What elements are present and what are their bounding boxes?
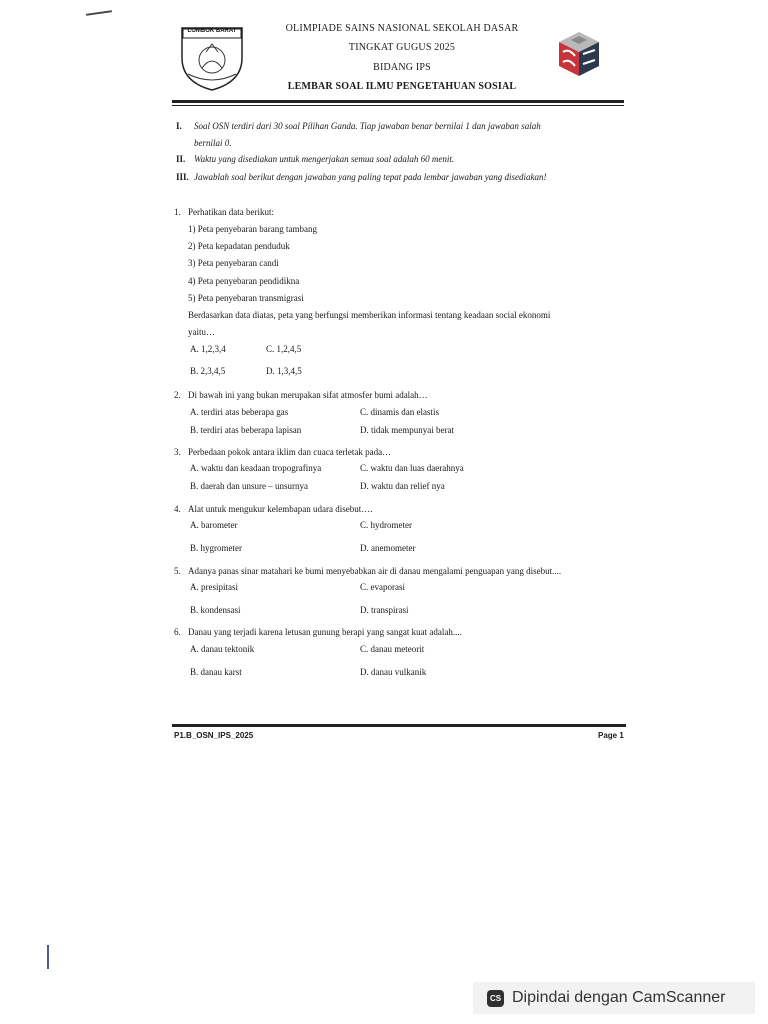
option-d[interactable]: D. anemometer xyxy=(360,543,416,553)
instruction-1: I. Soal OSN terdiri dari 30 soal Pilihan Ganda. Tiap jawaban benar bernilai 1 dan jawaban salah xyxy=(176,121,541,131)
header-divider xyxy=(172,100,624,103)
option-d[interactable]: D. danau vulkanik xyxy=(360,667,427,677)
option-c[interactable]: C. 1,2,4,5 xyxy=(266,344,302,354)
question-2: 2. Di bawah ini yang bukan merupakan sifat atmosfer bumi adalah… xyxy=(174,390,428,400)
question-4: 4. Alat untuk mengukur kelembapan udara disebut…. xyxy=(174,504,373,514)
option-a[interactable]: A. barometer xyxy=(190,520,238,530)
logo-text: LOMBOK BARAT xyxy=(187,28,237,34)
camscanner-text: Dipindai dengan CamScanner xyxy=(512,989,726,1006)
option-a[interactable]: A. danau tektonik xyxy=(190,644,255,654)
footer-divider xyxy=(172,724,626,727)
option-b[interactable]: B. 2,3,4,5 xyxy=(190,366,226,376)
instruction-2: II. Waktu yang disediakan untuk mengerjakan semua soal adalah 60 menit. xyxy=(176,154,455,164)
question-1: 1. Perhatikan data berikut: xyxy=(174,207,274,217)
option-c[interactable]: C. waktu dan luas daerahnya xyxy=(360,463,464,473)
option-c[interactable]: C. hydrometer xyxy=(360,520,412,530)
option-d[interactable]: D. waktu dan relief nya xyxy=(360,481,445,491)
option-d[interactable]: D. transpirasi xyxy=(360,605,409,615)
option-d[interactable]: D. tidak mempunyai berat xyxy=(360,425,454,435)
list-item: 1) Peta penyebaran barang tambang xyxy=(188,224,317,234)
option-c[interactable]: C. evaporasi xyxy=(360,582,405,592)
option-c[interactable]: C. danau meteorit xyxy=(360,644,425,654)
question-6: 6. Danau yang terjadi karena letusan gunung berapi yang sangat kuat adalah.... xyxy=(174,627,462,637)
footer-doc-code: P1.B_OSN_IPS_2025 xyxy=(174,731,254,740)
option-b[interactable]: B. danau karst xyxy=(190,667,242,677)
option-b[interactable]: B. kondensasi xyxy=(190,605,241,615)
scan-edge xyxy=(47,945,49,969)
camscanner-watermark xyxy=(473,982,755,1014)
option-a[interactable]: A. terdiri atas beberapa gas xyxy=(190,407,289,417)
header-sheet: LEMBAR SOAL ILMU PENGETAHUAN SOSIAL xyxy=(287,81,517,92)
header-divider-thin xyxy=(172,105,624,106)
option-c[interactable]: C. dinamis dan elastis xyxy=(360,407,439,417)
option-b[interactable]: B. terdiri atas beberapa lapisan xyxy=(190,425,302,435)
list-item: 3) Peta penyebaran candi xyxy=(188,258,279,268)
question-3: 3. Perbedaan pokok antara iklim dan cuaca terletak pada… xyxy=(174,447,392,457)
header-field: BIDANG IPS xyxy=(373,62,431,73)
scan-mark xyxy=(86,10,112,16)
option-b[interactable]: B. daerah dan unsure – unsurnya xyxy=(190,481,308,491)
list-item: 2) Peta kepadatan penduduk xyxy=(188,241,290,251)
question-1-stem-cont: yaitu… xyxy=(188,327,215,337)
header-level: TINGKAT GUGUS 2025 xyxy=(348,42,456,53)
question-1-stem: Berdasarkan data diatas, peta yang berfungsi memberikan informasi tentang keadaan social ekonomi xyxy=(188,310,551,320)
camscanner-icon: CS xyxy=(487,990,504,1007)
option-a[interactable]: A. presipitasi xyxy=(190,582,238,592)
instruction-1-cont: bernilai 0. xyxy=(194,138,232,148)
footer-page-number: Page 1 xyxy=(598,731,624,740)
question-5: 5. Adanya panas sinar matahari ke bumi menyebabkan air di danau mengalami penguapan yang disebut.... xyxy=(174,566,562,576)
option-d[interactable]: D. 1,3,4,5 xyxy=(266,366,302,376)
option-b[interactable]: B. hygrometer xyxy=(190,543,242,553)
list-item: 4) Peta penyebaran pendidikna xyxy=(188,276,300,286)
list-item: 5) Peta penyebaran transmigrasi xyxy=(188,293,304,303)
option-a[interactable]: A. 1,2,3,4 xyxy=(190,344,226,354)
option-a[interactable]: A. waktu dan keadaan tropografinya xyxy=(190,463,322,473)
instruction-3: III. Jawablah soal berikut dengan jawaban yang paling tepat pada lembar jawaban yang disediakan! xyxy=(176,172,547,182)
header-title: OLIMPIADE SAINS NASIONAL SEKOLAH DASAR xyxy=(285,23,519,34)
